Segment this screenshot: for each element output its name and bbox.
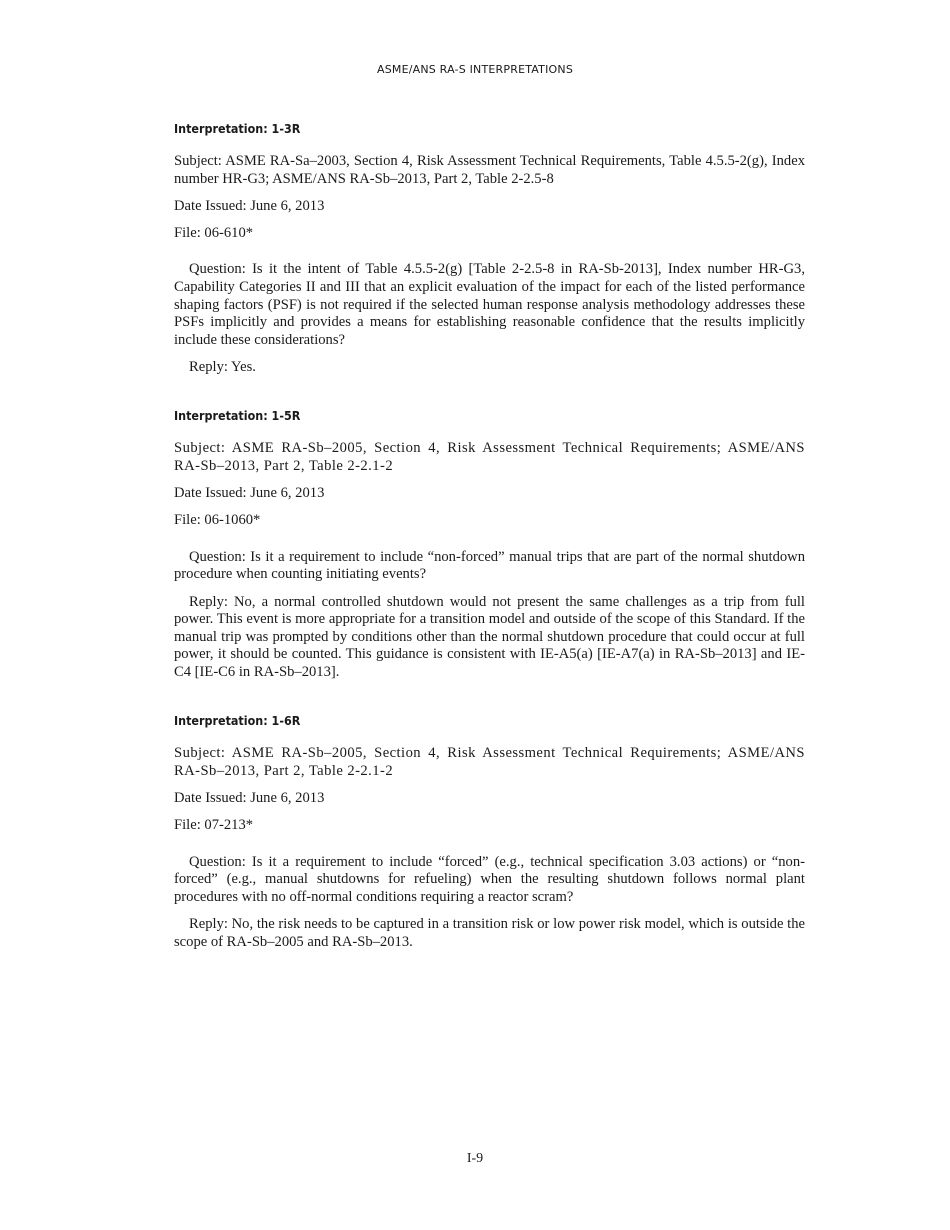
running-header: ASME/ANS RA-S INTERPRETATIONS [377, 63, 573, 76]
question-text: Question: Is it a requirement to include “forced” (e.g., technical specification 3.03 actions) or “non-forced” (e.g., manual shutdowns for refueling) when the resulting shutdown follows normal plant procedures with no off-normal conditions requiring a reactor scram? [174, 853, 805, 906]
interpretation-title: Interpretation: 1-6R [174, 714, 301, 729]
reply-text: Reply: No, a normal controlled shutdown would not present the same challenges as a trip from full power. This event is more appropriate for a transition model and outside of the scope of this Standard. If the manual trip was prompted by conditions other than the normal shutdown procedure that could occur at full power, it should be counted. This guidance is consistent with IE-A5(a) [IE-A7(a) in RA-Sb–2013] and IE-C4 [IE-C6 in RA-Sb–2013]. [174, 593, 805, 680]
date-issued: Date Issued: June 6, 2013 [174, 485, 325, 502]
file-number: File: 07-213* [174, 817, 254, 834]
page-number: I-9 [466, 1151, 484, 1166]
interpretation-title: Interpretation: 1-3R [174, 122, 301, 136]
interpretation-1-6r [174, 713, 805, 951]
file-number: File: 06-1060* [174, 512, 261, 529]
reply-text: Reply: Yes. [189, 358, 256, 375]
subject-line: Subject: ASME RA-Sa–2003, Section 4, Risk Assessment Technical Requirements, Table 4.5.5-2(g), Index number HR-G3; ASME/ANS RA-Sb–2013, Part 2, Table 2-2.5-8 [174, 153, 805, 187]
date-issued: Date Issued: June 6, 2013 [174, 197, 325, 214]
date-issued: Date Issued: June 6, 2013 [174, 790, 325, 807]
question-text: Question: Is it the intent of Table 4.5.5-2(g) [Table 2-2.5-8 in RA-Sb-2013], Index number HR-G3, Capability Categories II and III that an explicit evaluation of the impact for each of the listed performance shaping factors (PSF) is not required if the selected human response analysis methodology addresses these PSFs implicitly and provides a means for establishing reasonable confidence that the results implicitly include these considerations? [174, 261, 805, 348]
file-number: File: 06-610* [174, 224, 254, 241]
interpretation-title: Interpretation: 1-5R [174, 409, 301, 424]
document-body [174, 121, 805, 951]
interpretation-1-5r [174, 408, 805, 681]
question-text: Question: Is it a requirement to include “non-forced” manual trips that are part of the normal shutdown procedure when counting initiating events? [174, 548, 805, 583]
reply-text: Reply: No, the risk needs to be captured in a transition risk or low power risk model, which is outside the scope of RA-Sb–2005 and RA-Sb–2013. [174, 916, 805, 950]
subject-line: Subject: ASME RA-Sb–2005, Section 4, Risk Assessment Technical Requirements; ASME/ANS RA-Sb–2013, Part 2, Table 2-2.1-2 [174, 440, 805, 475]
interpretation-1-3r [174, 121, 805, 376]
subject-line: Subject: ASME RA-Sb–2005, Section 4, Risk Assessment Technical Requirements; ASME/ANS RA-Sb–2013, Part 2, Table 2-2.1-2 [174, 745, 805, 780]
